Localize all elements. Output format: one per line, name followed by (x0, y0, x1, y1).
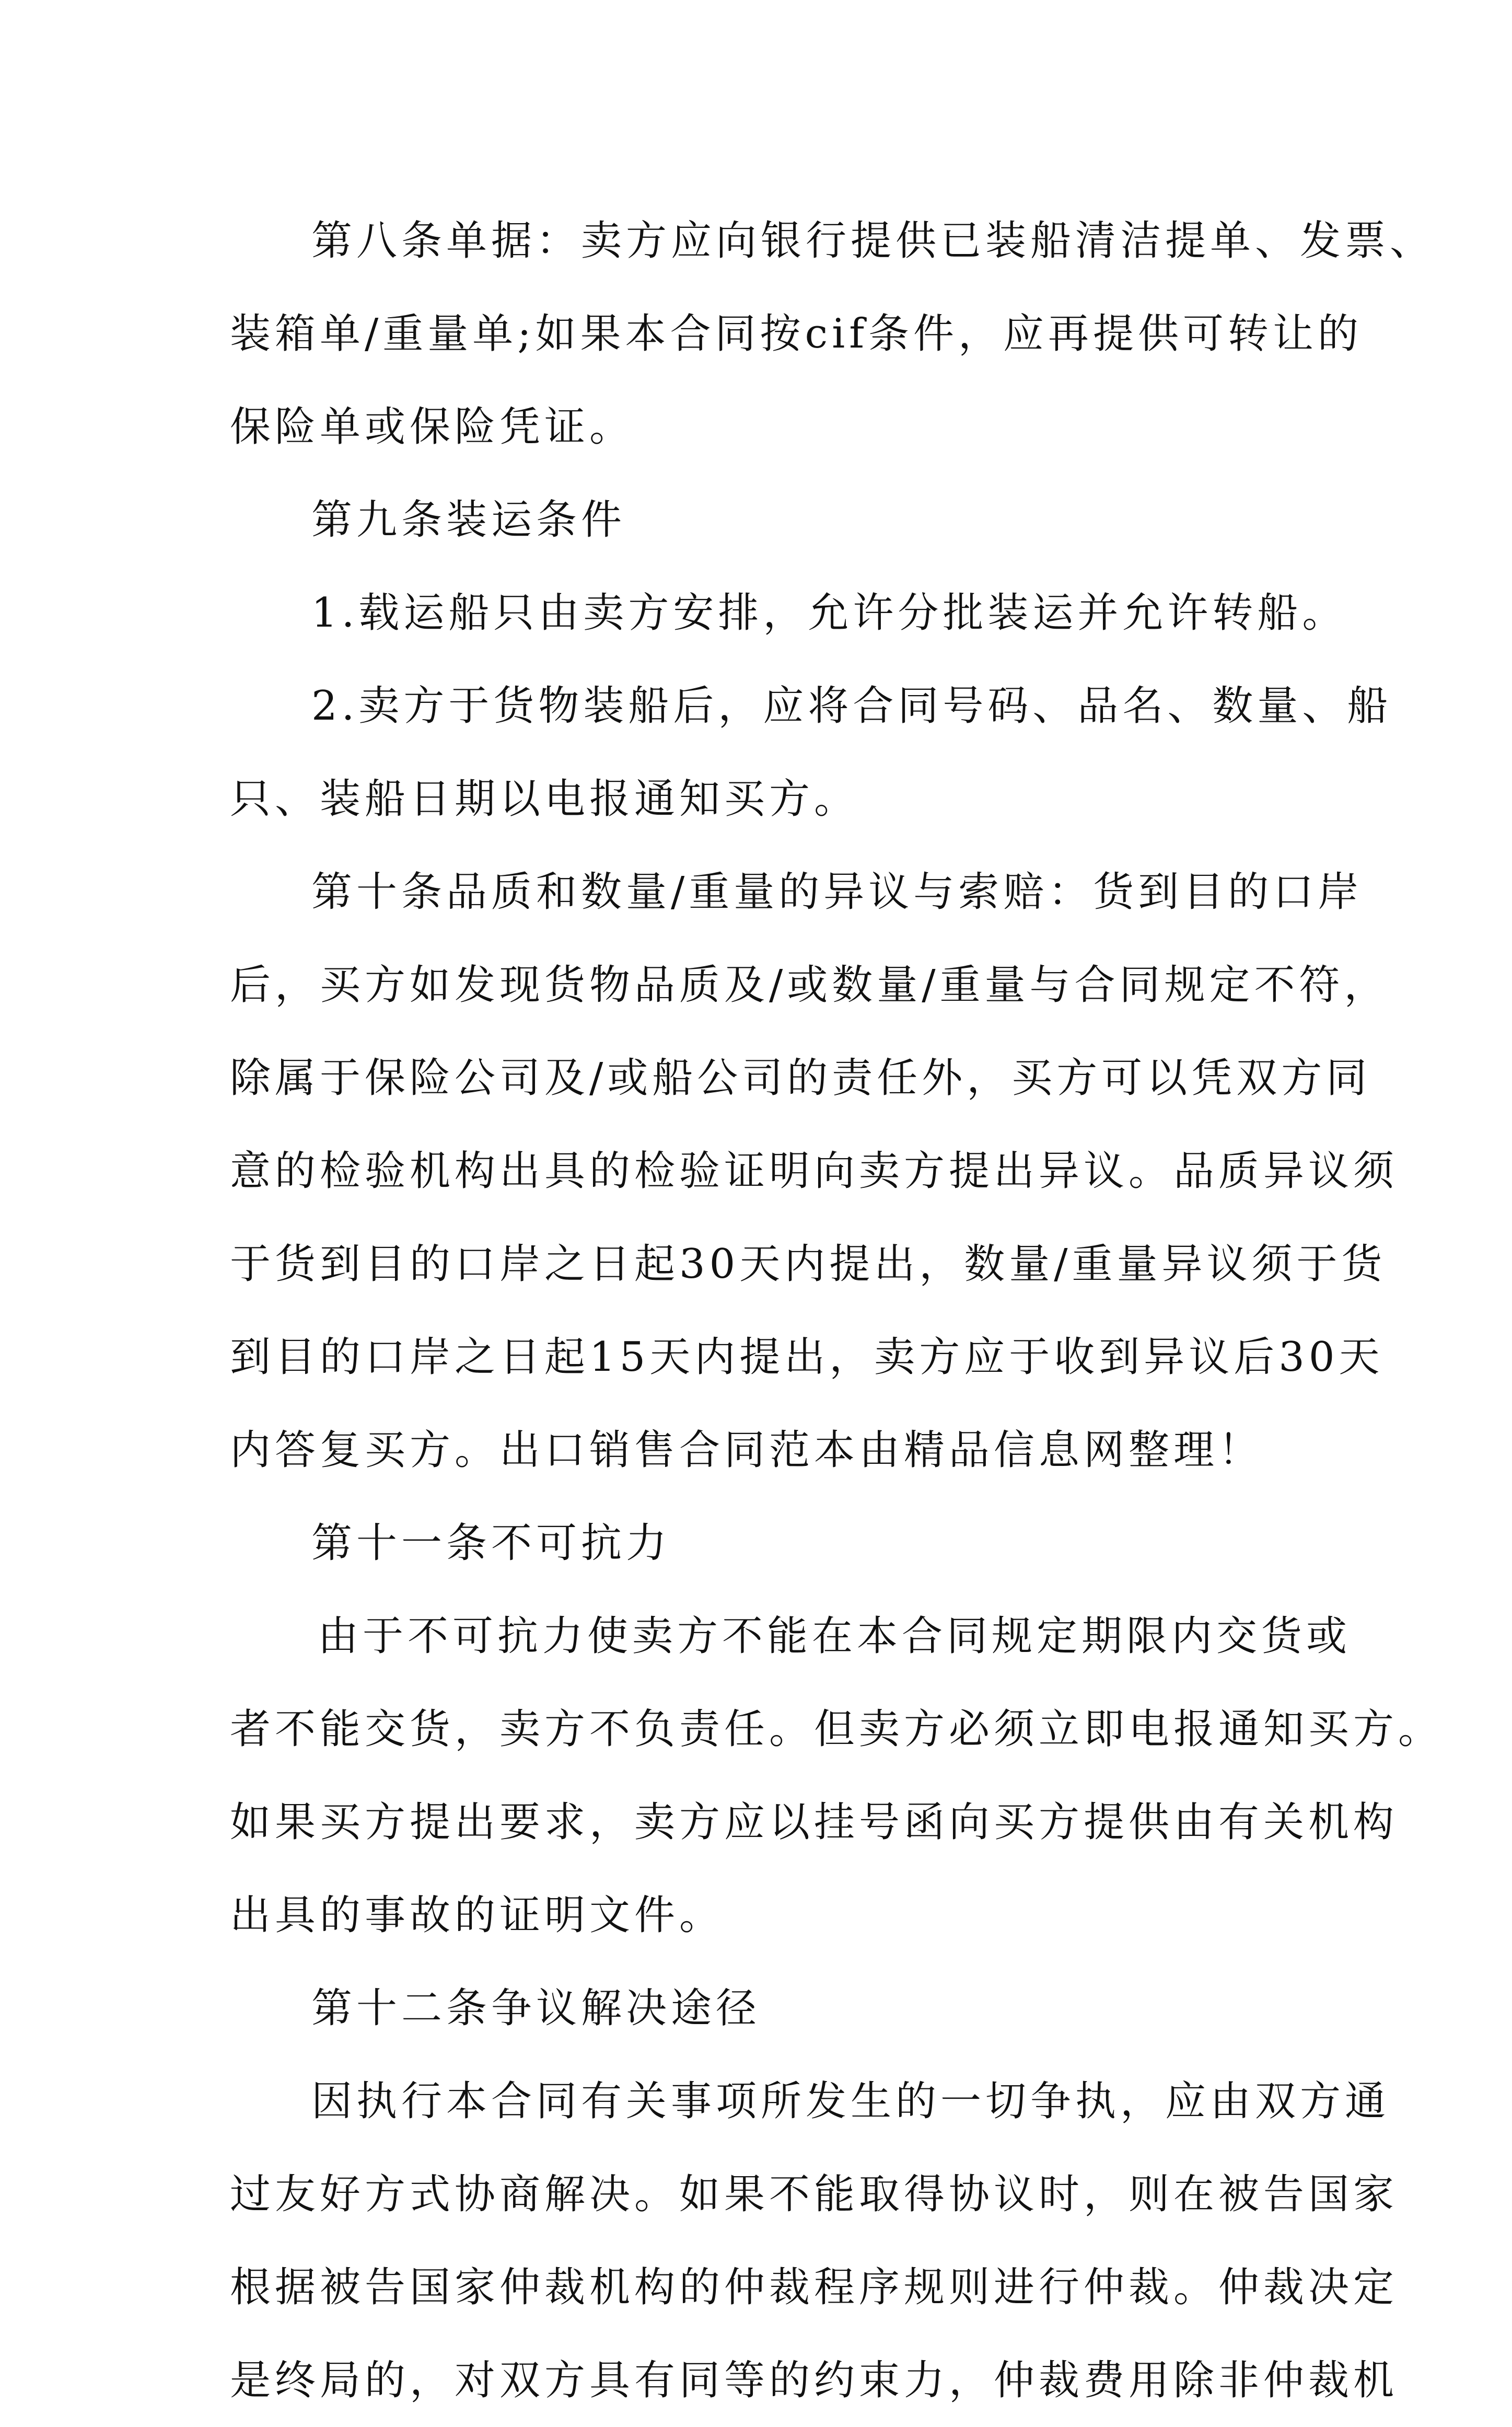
article-9-heading: 第九条装运条件 (311, 496, 626, 544)
article-11-line-4: 出具的事故的证明文件。 (230, 1892, 725, 1939)
article-9-item-2-line-2: 只、装船日期以电报通知买方。 (230, 776, 859, 823)
article-10-line-3: 除属于保险公司及/或船公司的责任外，买方可以凭双方同 (230, 1055, 1371, 1102)
article-12-line-1: 因执行本合同有关事项所发生的一切争执，应由双方通 (311, 2078, 1390, 2125)
article-9-item-2-line-1: 2.卖方于货物装船后，应将合同号码、品名、数量、船 (311, 683, 1392, 730)
article-10-line-4: 意的检验机构出具的检验证明向卖方提出异议。品质异议须 (230, 1148, 1399, 1195)
article-10-line-5: 于货到目的口岸之日起30天内提出，数量/重量异议须于货 (230, 1241, 1387, 1288)
article-10-line-2: 后，买方如发现货物品质及/或数量/重量与合同规定不符， (230, 962, 1389, 1009)
article-12-line-2: 过友好方式协商解决。如果不能取得协议时，则在被告国家 (230, 2171, 1399, 2218)
article-11-line-1: 由于不可抗力使卖方不能在本合同规定期限内交货或 (318, 1613, 1352, 1660)
article-11-heading: 第十一条不可抗力 (311, 1520, 671, 1567)
document-body (230, 194, 1444, 2427)
article-11-line-3: 如果买方提出要求，卖方应以挂号函向买方提供由有关机构 (230, 1799, 1399, 1846)
article-10-line-6: 到目的口岸之日起15天内提出，卖方应于收到异议后30天 (230, 1334, 1384, 1381)
article-12-line-4: 是终局的，对双方具有同等的约束力，仲裁费用除非仲裁机 (230, 2357, 1399, 2404)
article-8-line-2: 装箱单/重量单;如果本合同按cif条件，应再提供可转让的 (230, 310, 1363, 357)
article-11-line-2: 者不能交货，卖方不负责任。但卖方必须立即电报通知买方。 (230, 1706, 1444, 1753)
article-12-line-3: 根据被告国家仲裁机构的仲裁程序规则进行仲裁。仲裁决定 (230, 2264, 1399, 2311)
article-8-line-1: 第八条单据：卖方应向银行提供已装船清洁提单、发票、 (311, 217, 1435, 264)
article-8-line-3: 保险单或保险凭证。 (230, 403, 635, 450)
article-12-heading: 第十二条争议解决途径 (311, 1985, 761, 2032)
article-10-line-1: 第十条品质和数量/重量的异议与索赔：货到目的口岸 (311, 869, 1363, 916)
article-9-item-1: 1.载运船只由卖方安排，允许分批装运并允许转船。 (311, 590, 1347, 637)
article-10-line-7: 内答复买方。出口销售合同范本由精品信息网整理！ (230, 1427, 1264, 1474)
